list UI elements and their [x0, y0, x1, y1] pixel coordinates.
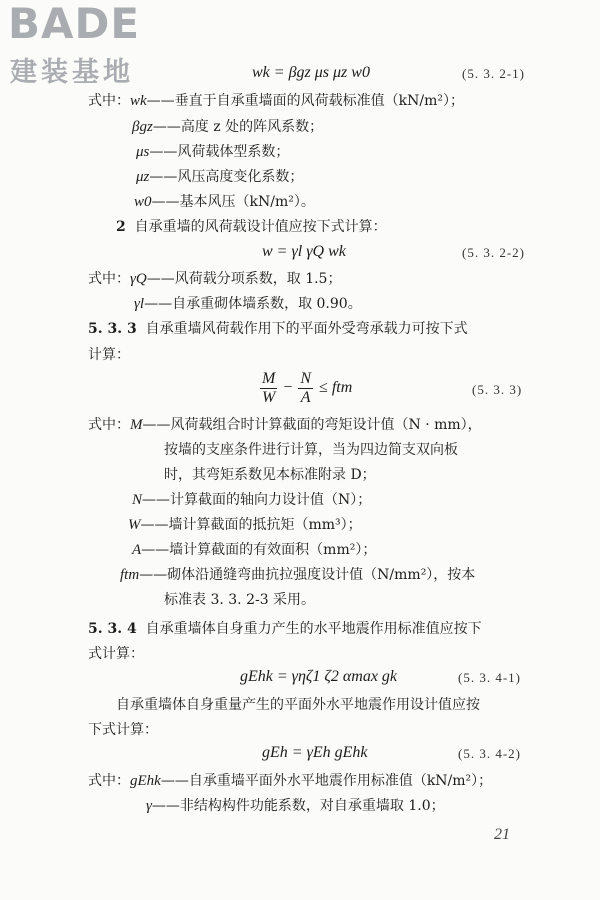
equation-5-3-4-2: gEh = γEh gEhk — [262, 744, 368, 761]
denominator: A — [300, 389, 311, 406]
equation-number: (5. 3. 2-2) — [462, 245, 525, 260]
definition-text: ——风荷载体型系数； — [149, 144, 290, 160]
formula-where-label: 式中： — [88, 93, 130, 109]
paragraph-line-2: 下式计算： — [88, 722, 158, 738]
section-text: 自承重墙体自身重力产生的水平地震作用标准值应按下 — [145, 621, 482, 637]
equation-5-3-3: $\frac{M}{W}$ − $\frac{N}{A}$ ≤ ftm — [262, 370, 353, 406]
equation-5-3-2-1 — [252, 64, 370, 82]
formula-where-label: 式中： — [88, 271, 130, 287]
definition-text: ——非结构构件功能系数，对自承重墙取 1.0； — [151, 798, 445, 814]
numerator: M — [262, 370, 276, 387]
formula-where-label: 式中： — [88, 773, 130, 789]
equation-rhs: ≤ ftm — [319, 379, 353, 397]
section-5-3-4 — [88, 618, 482, 640]
section-number: 5. 3. 3 — [88, 321, 137, 337]
section-text: 自承重墙风荷载作用下的平面外受弯承载力可按下式 — [145, 321, 468, 337]
definition-text: ——风压高度变化系数； — [149, 169, 304, 185]
symbol: γ — [146, 798, 152, 814]
logo-bade-text: BADE — [8, 0, 141, 48]
definition-text: ——自承重砌体墙系数，取 0.90。 — [144, 296, 362, 312]
symbol: N — [132, 492, 143, 508]
item-number: 2 — [116, 219, 126, 235]
definition-text: ——墙计算截面的有效面积（mm²）； — [141, 542, 377, 558]
definition-ftm-cont: 标准表 3. 3. 2-3 采用。 — [164, 592, 316, 608]
section-5-3-4-cont: 式计算： — [88, 646, 144, 662]
symbol: w0 — [134, 194, 152, 210]
definition-text: ——风荷载组合时计算截面的弯矩设计值（N · mm）， — [142, 417, 482, 433]
paragraph-line-1: 自承重墙体自身重量产生的平面外水平地震作用设计值应按 — [116, 697, 480, 713]
equation-number: (5. 3. 4-1) — [458, 670, 521, 685]
definition-ftm — [120, 564, 475, 586]
definition-text: ——风荷载分项系数，取 1.5； — [146, 271, 342, 287]
definition-wk — [88, 90, 464, 112]
definition-m-cont-2: 时，其弯矩系数见本标准附录 D； — [164, 467, 376, 483]
symbol: γQ — [130, 271, 147, 287]
definition-text: ——基本风压（kN/m²）。 — [151, 194, 315, 210]
symbol: M — [130, 417, 143, 433]
logo-chinese-text: 建装基地 — [10, 57, 134, 88]
item-2 — [116, 216, 387, 238]
definition-m — [88, 414, 482, 436]
symbol: A — [132, 542, 142, 558]
definition-n — [132, 489, 371, 511]
definition-text: ——计算截面的轴向力设计值（N）； — [142, 492, 372, 508]
definition-beta-gz — [132, 116, 323, 138]
fraction-m-over-w — [260, 370, 277, 407]
symbol: μz — [136, 169, 150, 185]
definition-m-cont-1: 按墙的支座条件进行计算，当为四边简支双向板 — [164, 442, 458, 458]
symbol: W — [128, 517, 141, 533]
definition-text: ——墙计算截面的抵抗矩（mm³）； — [140, 517, 362, 533]
definition-text: ——砌体沿通缝弯曲抗拉强度设计值（N/mm²），按本 — [139, 567, 476, 583]
equation-5-3-2-2: w = γl γQ wk — [262, 243, 346, 260]
definition-mu-z — [136, 166, 303, 188]
symbol: wk — [130, 93, 147, 109]
section-5-3-3 — [88, 318, 468, 340]
definition-text: ——自承重墙平面外水平地震作用标准值（kN/m²）； — [160, 773, 493, 789]
definition-w0 — [134, 191, 315, 213]
fraction-n-over-a — [298, 370, 313, 407]
equation-number: (5. 3. 2-1) — [462, 66, 525, 81]
equation-number: (5. 3. 4-2) — [458, 746, 521, 761]
definition-gamma-q — [88, 268, 341, 290]
section-number: 5. 3. 4 — [88, 621, 137, 637]
section-5-3-3-cont: 计算： — [88, 347, 130, 363]
eq1-formula: wk = βgz μs μz w0 — [252, 64, 370, 81]
formula-where-label: 式中： — [88, 417, 130, 433]
symbol: μs — [136, 144, 150, 160]
definition-gamma-l — [134, 293, 362, 315]
equation-number: (5. 3. 3) — [472, 382, 523, 397]
definition-text: ——高度 z 处的阵风系数； — [152, 119, 324, 135]
denominator: W — [262, 389, 276, 406]
definition-w — [128, 514, 362, 536]
definition-mu-s — [136, 141, 289, 163]
equation-5-3-4-1: gEhk = γηζ1 ζ2 αmax gk — [240, 668, 398, 685]
page-number: 21 — [494, 826, 510, 843]
numerator: N — [300, 370, 312, 387]
symbol: gEhk — [130, 773, 161, 789]
definition-a — [132, 539, 376, 561]
symbol: ftm — [120, 567, 140, 583]
definition-g-ehk — [88, 770, 492, 792]
symbol: βgz — [132, 119, 153, 135]
definition-text: ——垂直于自承重墙面的风荷载标准值（kN/m²）； — [146, 93, 465, 109]
symbol: γl — [134, 296, 145, 312]
item-text: 自承重墙的风荷载设计值应按下式计算： — [134, 219, 387, 235]
definition-gamma — [146, 795, 445, 817]
